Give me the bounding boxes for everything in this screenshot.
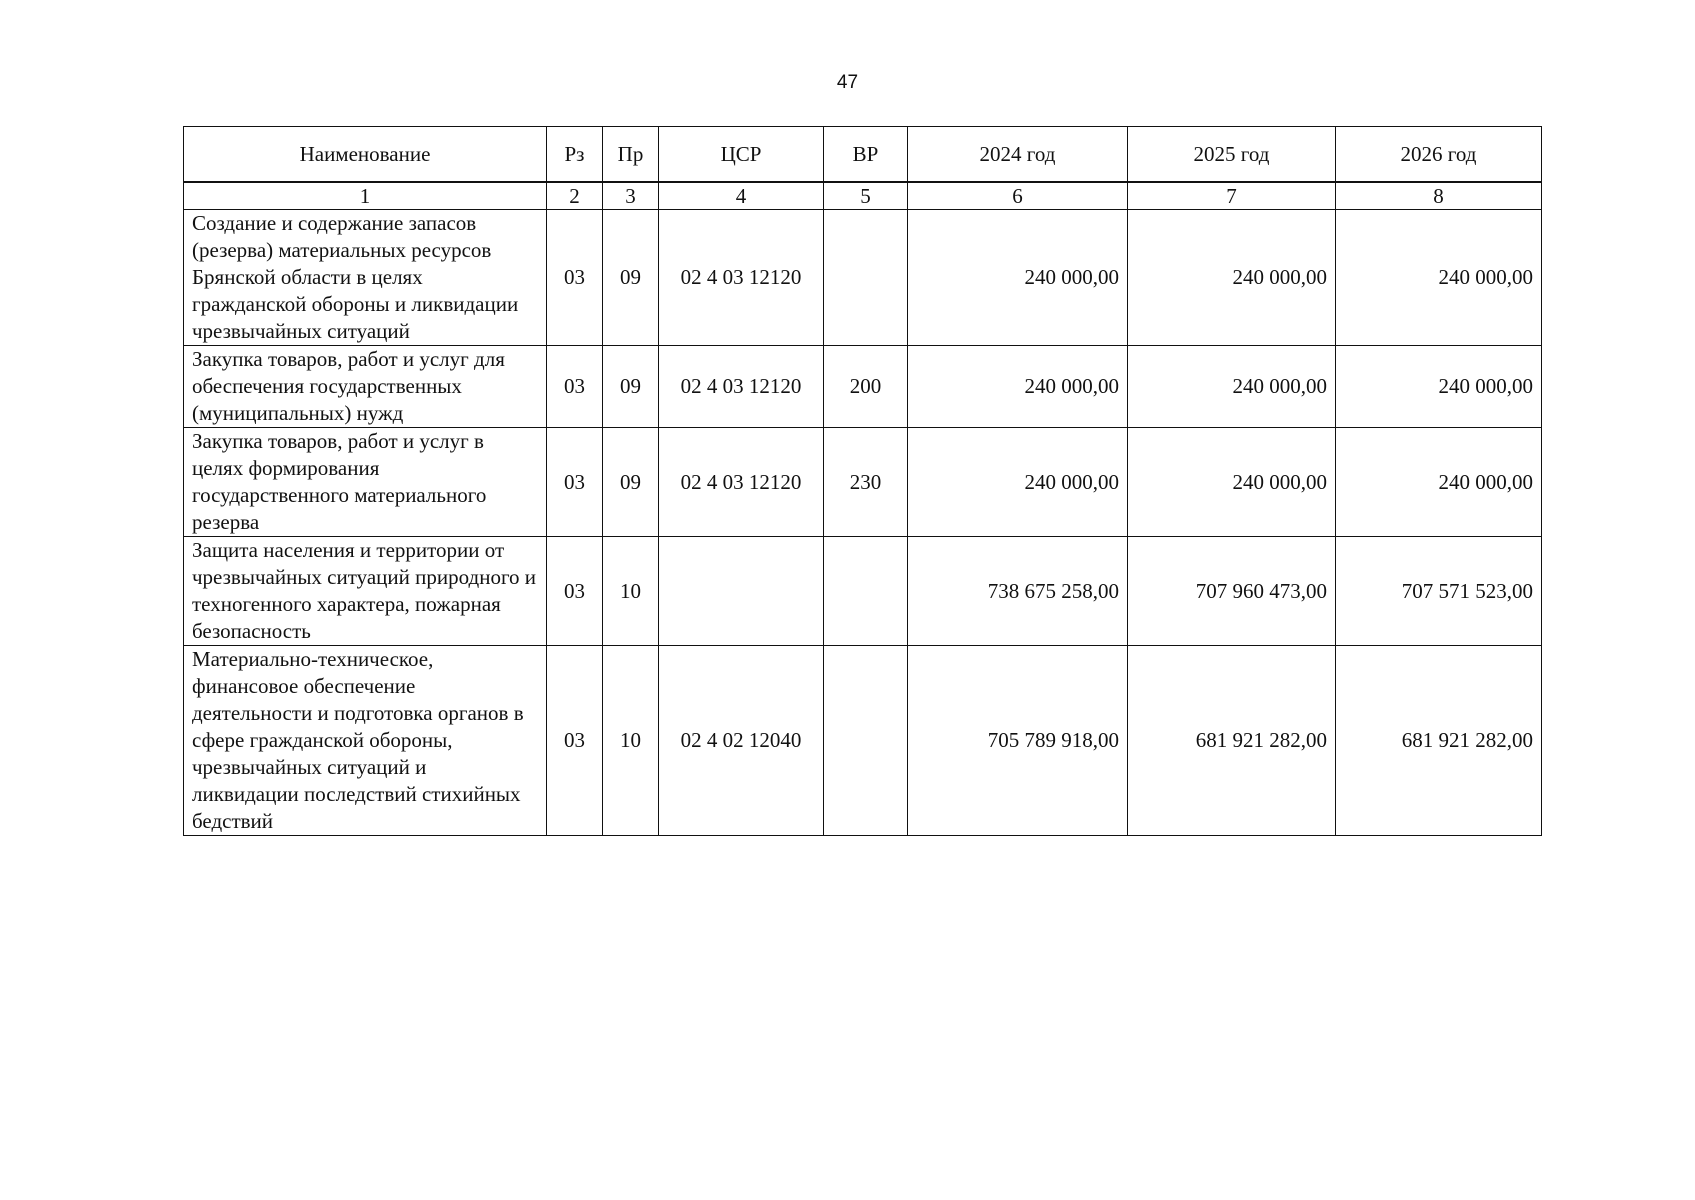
row-csr [659, 537, 824, 646]
row-vr [824, 646, 908, 836]
row-pr: 09 [603, 346, 659, 428]
row-amount-2026: 240 000,00 [1336, 346, 1542, 428]
row-pr: 09 [603, 210, 659, 346]
row-name: Закупка товаров, работ и услуг в целях формирования государственного материального резерва [184, 428, 547, 537]
row-rz: 03 [547, 428, 603, 537]
table-row [184, 346, 1542, 428]
row-csr: 02 4 03 12120 [659, 346, 824, 428]
header-name: Наименование [184, 127, 547, 183]
row-amount-2024: 240 000,00 [908, 210, 1128, 346]
row-vr [824, 210, 908, 346]
table-row [184, 428, 1542, 537]
row-rz: 03 [547, 210, 603, 346]
header-2024: 2024 год [908, 127, 1128, 183]
row-amount-2024: 738 675 258,00 [908, 537, 1128, 646]
row-amount-2025: 240 000,00 [1128, 428, 1336, 537]
row-pr: 10 [603, 646, 659, 836]
row-pr: 10 [603, 537, 659, 646]
budget-table [183, 126, 1542, 836]
row-name: Защита населения и территории от чрезвычайных ситуаций природного и техногенного характера, пожарная безопасность [184, 537, 547, 646]
row-rz: 03 [547, 537, 603, 646]
row-csr: 02 4 03 12120 [659, 428, 824, 537]
row-vr: 200 [824, 346, 908, 428]
column-number: 7 [1128, 182, 1336, 210]
page-number: 47 [836, 72, 859, 93]
row-amount-2024: 705 789 918,00 [908, 646, 1128, 836]
row-amount-2025: 240 000,00 [1128, 346, 1336, 428]
header-2025: 2025 год [1128, 127, 1336, 183]
row-rz: 03 [547, 646, 603, 836]
column-number: 3 [603, 182, 659, 210]
table-row [184, 646, 1542, 836]
header-row [184, 127, 1542, 183]
row-amount-2026: 681 921 282,00 [1336, 646, 1542, 836]
column-number: 5 [824, 182, 908, 210]
table-row [184, 210, 1542, 346]
row-pr: 09 [603, 428, 659, 537]
table-row [184, 537, 1542, 646]
row-csr: 02 4 03 12120 [659, 210, 824, 346]
row-amount-2025: 707 960 473,00 [1128, 537, 1336, 646]
row-amount-2025: 681 921 282,00 [1128, 646, 1336, 836]
header-vr: ВР [824, 127, 908, 183]
row-rz: 03 [547, 346, 603, 428]
row-amount-2024: 240 000,00 [908, 346, 1128, 428]
row-amount-2025: 240 000,00 [1128, 210, 1336, 346]
column-number: 1 [184, 182, 547, 210]
row-name: Материально-техническое, финансовое обеспечение деятельности и подготовка органов в сфере гражданской обороны, чрезвычайных ситуаций и ликвидации последствий стихийных бедствий [184, 646, 547, 836]
column-number-row [184, 182, 1542, 210]
header-pr: Пр [603, 127, 659, 183]
column-number: 6 [908, 182, 1128, 210]
header-csr: ЦСР [659, 127, 824, 183]
column-number: 8 [1336, 182, 1542, 210]
column-number: 4 [659, 182, 824, 210]
row-name: Закупка товаров, работ и услуг для обеспечения государственных (муниципальных) нужд [184, 346, 547, 428]
row-amount-2026: 707 571 523,00 [1336, 537, 1542, 646]
header-2026: 2026 год [1336, 127, 1542, 183]
row-amount-2026: 240 000,00 [1336, 210, 1542, 346]
header-rz: Рз [547, 127, 603, 183]
row-amount-2026: 240 000,00 [1336, 428, 1542, 537]
row-vr: 230 [824, 428, 908, 537]
row-amount-2024: 240 000,00 [908, 428, 1128, 537]
row-vr [824, 537, 908, 646]
row-name: Создание и содержание запасов (резерва) материальных ресурсов Брянской области в целях гражданской обороны и ликвидации чрезвычайных ситуаций [184, 210, 547, 346]
row-csr: 02 4 02 12040 [659, 646, 824, 836]
column-number: 2 [547, 182, 603, 210]
